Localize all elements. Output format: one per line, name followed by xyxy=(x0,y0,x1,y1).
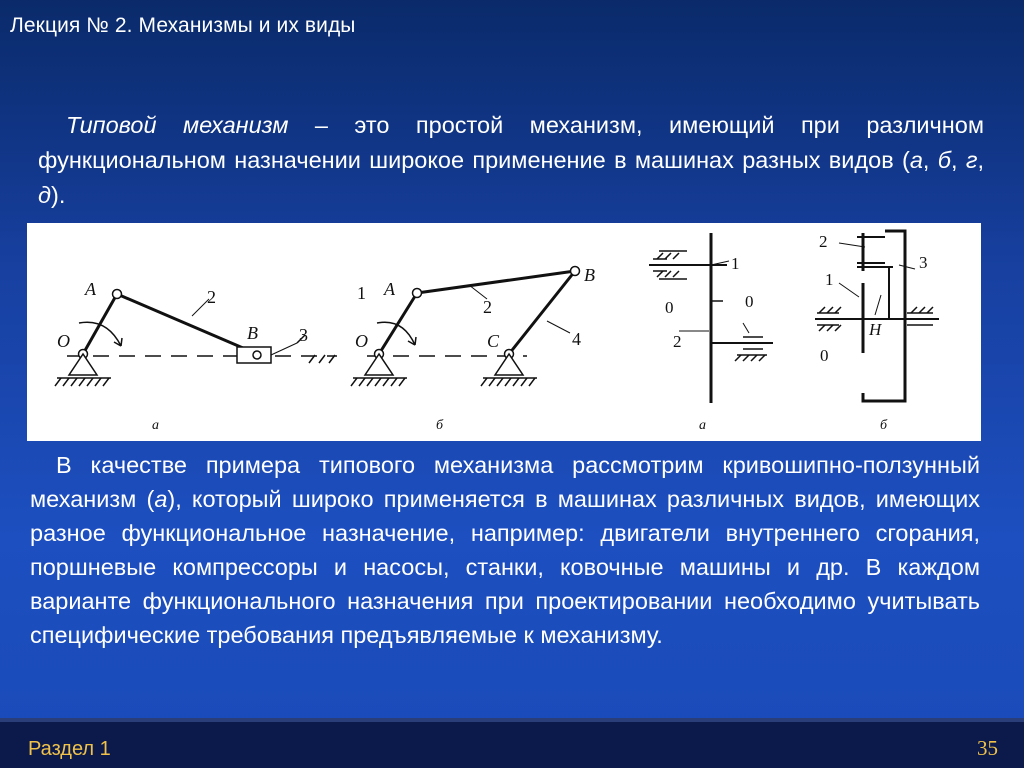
lecture-title: Лекция № 2. Механизмы и их виды xyxy=(10,14,356,37)
caption-a-right: а xyxy=(699,418,706,433)
ref-a: а xyxy=(909,147,923,173)
page-number: 35 xyxy=(977,736,998,760)
label-gear-2: 2 xyxy=(673,332,682,351)
section-label: Раздел 1 xyxy=(28,738,111,760)
label-frame-0: 0 xyxy=(820,346,829,365)
caption-b-right: б xyxy=(880,418,888,433)
label-frame-0-right: 0 xyxy=(745,292,754,311)
ref-separator: , xyxy=(977,147,984,173)
ref-a: а xyxy=(154,486,168,512)
label-link-2: 2 xyxy=(483,297,492,317)
label-link-2: 2 xyxy=(207,287,216,307)
label-carrier-H: H xyxy=(869,320,882,339)
coupler-link-2 xyxy=(417,271,575,293)
joint-A xyxy=(113,290,122,299)
crank-slider-mechanism xyxy=(55,290,337,387)
joint-B xyxy=(253,351,261,359)
intro-paragraph xyxy=(38,108,984,213)
ground-hatch-C xyxy=(481,378,535,386)
joint-A xyxy=(413,289,422,298)
label-gear-1: 1 xyxy=(731,254,740,273)
ref-b: б xyxy=(937,147,951,173)
ground-hatch xyxy=(55,378,109,386)
label-link-1: 1 xyxy=(357,283,366,303)
footer-band xyxy=(0,722,1024,768)
body-text-2: ), который широко применяется в машинах различных видов, имеющих разное функциональное назначение, например: двигатели внутреннего сгорания, поршневые компрессоры и насосы, станки, ковочные машины и др. В каждом варианте функционального назначения при проектировании необходимо учитывать специфические требования предъявляемые к механизму. xyxy=(30,486,980,648)
leader-2 xyxy=(839,243,865,247)
ground-hatch-O xyxy=(351,378,405,386)
crank-link-1 xyxy=(379,293,417,354)
caption-b-left: б xyxy=(436,418,444,433)
mechanism-figure xyxy=(27,223,981,441)
bearing-right-hatch xyxy=(911,307,933,313)
leader-H xyxy=(875,295,881,315)
leader-1 xyxy=(839,283,859,297)
label-A: A xyxy=(384,279,395,299)
label-gear-3: 3 xyxy=(919,253,928,272)
label-gear-1: 1 xyxy=(825,270,834,289)
fixed-support-O xyxy=(365,354,393,375)
ref-g: г xyxy=(965,147,978,173)
ref-separator: , xyxy=(951,147,966,173)
term-typical-mechanism: Типовой механизм xyxy=(66,112,289,138)
label-B: B xyxy=(247,323,258,343)
joint-B xyxy=(571,267,580,276)
label-C: C xyxy=(487,331,500,351)
label-B: B xyxy=(584,265,595,285)
rocker-link-4 xyxy=(509,271,575,354)
footer xyxy=(0,718,1024,768)
label-O: O xyxy=(57,331,70,351)
intro-text-end: ). xyxy=(51,182,66,208)
ring-gear xyxy=(863,231,905,401)
label-O: O xyxy=(355,331,368,351)
gear-train-diagram xyxy=(649,233,773,403)
ground-hatch-2 xyxy=(735,355,765,361)
label-A: A xyxy=(85,279,96,299)
ref-d: д xyxy=(38,182,51,208)
label-frame-0-left: 0 xyxy=(665,298,674,317)
fixed-support xyxy=(69,354,97,375)
body-paragraph xyxy=(30,448,980,652)
label-link-3: 3 xyxy=(299,325,308,345)
leader-3 xyxy=(899,265,915,269)
connecting-rod xyxy=(117,294,257,354)
fixed-support-C xyxy=(495,354,523,375)
body-text-1: В качестве примера типового механизма рассмотрим кривошипно-ползунный механизм ( xyxy=(30,452,980,512)
label-link-4: 4 xyxy=(572,329,581,349)
leader-0-right xyxy=(743,323,749,333)
label-gear-2: 2 xyxy=(819,232,828,251)
ref-separator: , xyxy=(922,147,938,173)
mechanism-diagrams xyxy=(27,223,981,441)
caption-a-left: а xyxy=(152,418,159,433)
intro-text: – это простой механизм, имеющий при различном функциональном назначении широкое применение в машинах разных видов ( xyxy=(38,112,984,173)
leader-4 xyxy=(547,321,570,333)
leader-3 xyxy=(271,343,297,355)
